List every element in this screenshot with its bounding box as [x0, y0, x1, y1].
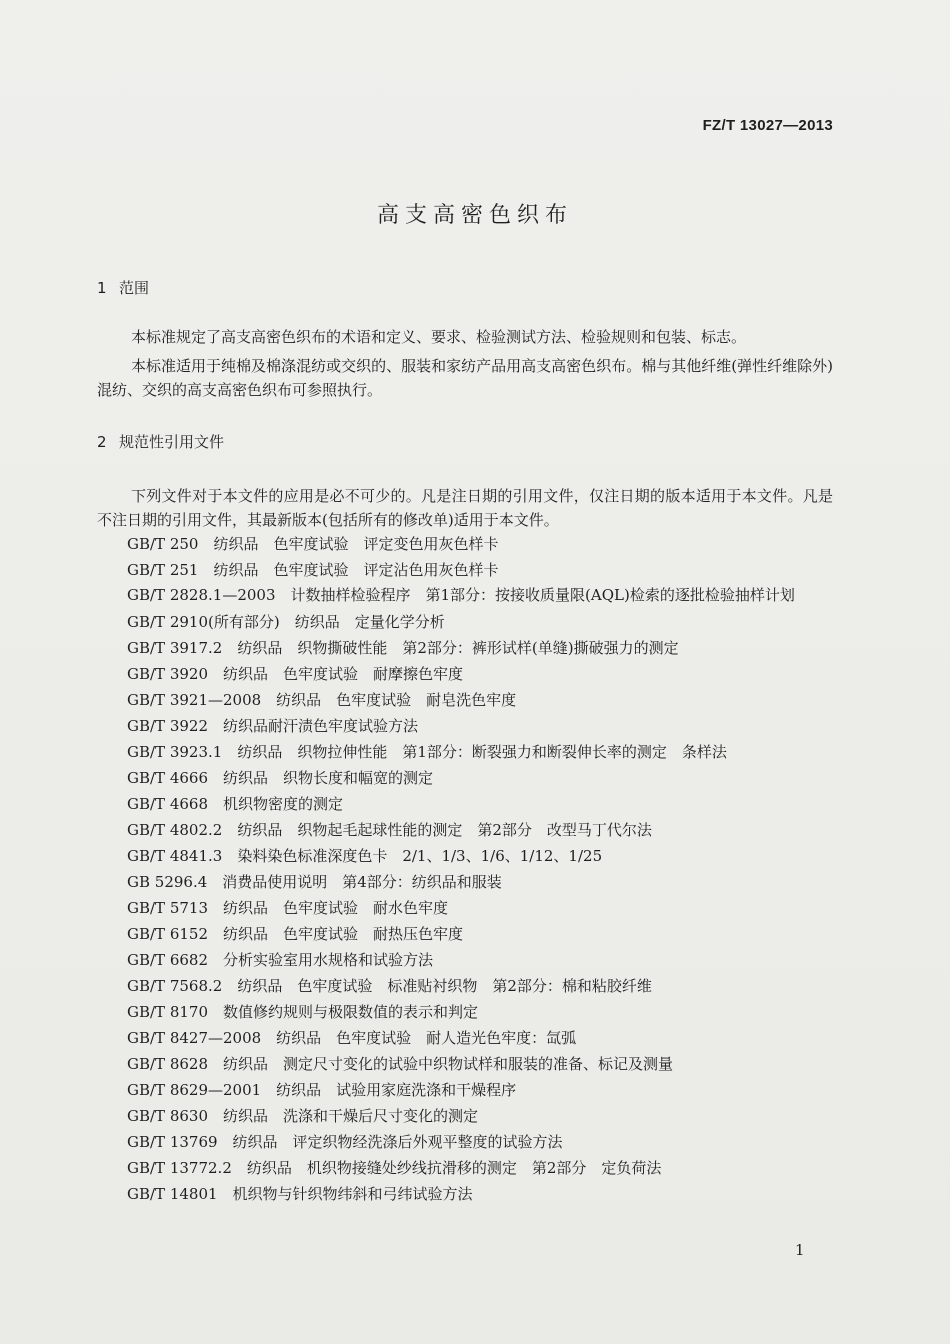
- reference-item: GB/T 6152 纺织品 色牢度试验 耐热压色牢度: [127, 925, 464, 943]
- reference-item: GB/T 4802.2 纺织品 织物起毛起球性能的测定 第2部分 改型马丁代尔法: [127, 821, 652, 839]
- section-title: 范围: [119, 279, 150, 297]
- reference-item: GB/T 2910(所有部分) 纺织品 定量化学分析: [127, 613, 445, 631]
- section-1-paragraph-2: 本标准适用于纯棉及棉涤混纺或交织的、服装和家纺产品用高支高密色织布。棉与其他纤维(弹性纤维除外)混纺、交织的高支高密色织布可参照执行。: [97, 357, 833, 399]
- reference-item: GB/T 2828.1—2003 计数抽样检验程序 第1部分：按接收质量限(AQL)检索的逐批检验抽样计划: [127, 586, 795, 604]
- reference-item: GB/T 8628 纺织品 测定尺寸变化的试验中织物试样和服装的准备、标记及测量: [127, 1055, 674, 1073]
- reference-item: GB/T 4841.3 染料染色标准深度色卡 2/1、1/3、1/6、1/12、1/25: [127, 847, 603, 865]
- reference-item: GB/T 8170 数值修约规则与极限数值的表示和判定: [127, 1003, 479, 1021]
- reference-item: GB/T 8427—2008 纺织品 色牢度试验 耐人造光色牢度：氙弧: [127, 1029, 577, 1047]
- document-title: 高支高密色织布: [376, 203, 573, 228]
- reference-item: GB/T 3920 纺织品 色牢度试验 耐摩擦色牢度: [127, 665, 464, 683]
- reference-item: GB/T 14801 机织物与针织物纬斜和弓纬试验方法: [127, 1185, 473, 1203]
- reference-item: GB/T 6682 分析实验室用水规格和试验方法: [127, 951, 434, 969]
- reference-item: GB/T 3923.1 纺织品 织物拉伸性能 第1部分：断裂强力和断裂伸长率的测定 条样法: [127, 743, 727, 761]
- reference-item: GB/T 13772.2 纺织品 机织物接缝处纱线抗滑移的测定 第2部分 定负荷法: [127, 1159, 662, 1177]
- reference-item: GB/T 250 纺织品 色牢度试验 评定变色用灰色样卡: [127, 535, 499, 553]
- section-number: 2: [97, 433, 107, 451]
- reference-item: GB 5296.4 消费品使用说明 第4部分：纺织品和服装: [127, 873, 502, 891]
- section-2-paragraph-1: 下列文件对于本文件的应用是必不可少的。凡是注日期的引用文件，仅注日期的版本适用于本文件。凡是不注日期的引用文件，其最新版本(包括所有的修改单)适用于本文件。: [97, 487, 833, 529]
- reference-item: GB/T 5713 纺织品 色牢度试验 耐水色牢度: [127, 899, 449, 917]
- reference-item: GB/T 3917.2 纺织品 织物撕破性能 第2部分：裤形试样(单缝)撕破强力的测定: [127, 639, 679, 657]
- document-code: FZ/T 13027—2013: [702, 117, 833, 134]
- reference-item: GB/T 8629—2001 纺织品 试验用家庭洗涤和干燥程序: [127, 1081, 517, 1099]
- section-2-heading: [97, 431, 224, 452]
- page-number: 1: [795, 1241, 805, 1259]
- section-title: 规范性引用文件: [119, 433, 225, 451]
- reference-list: [97, 531, 837, 1207]
- section-number: 1: [97, 279, 107, 297]
- reference-item: GB/T 4668 机织物密度的测定: [127, 795, 344, 813]
- reference-item: GB/T 251 纺织品 色牢度试验 评定沾色用灰色样卡: [127, 561, 499, 579]
- section-1-heading: [97, 277, 149, 298]
- reference-item: GB/T 13769 纺织品 评定织物经洗涤后外观平整度的试验方法: [127, 1133, 563, 1151]
- reference-item: GB/T 3922 纺织品耐汗渍色牢度试验方法: [127, 717, 419, 735]
- reference-item: GB/T 8630 纺织品 洗涤和干燥后尺寸变化的测定: [127, 1107, 479, 1125]
- section-1-paragraph-1: 本标准规定了高支高密色织布的术语和定义、要求、检验测试方法、检验规则和包装、标志。: [131, 328, 747, 346]
- reference-item: GB/T 7568.2 纺织品 色牢度试验 标准贴衬织物 第2部分：棉和粘胶纤维: [127, 977, 652, 995]
- reference-item: GB/T 4666 纺织品 织物长度和幅宽的测定: [127, 769, 434, 787]
- reference-item: GB/T 3921—2008 纺织品 色牢度试验 耐皂洗色牢度: [127, 691, 517, 709]
